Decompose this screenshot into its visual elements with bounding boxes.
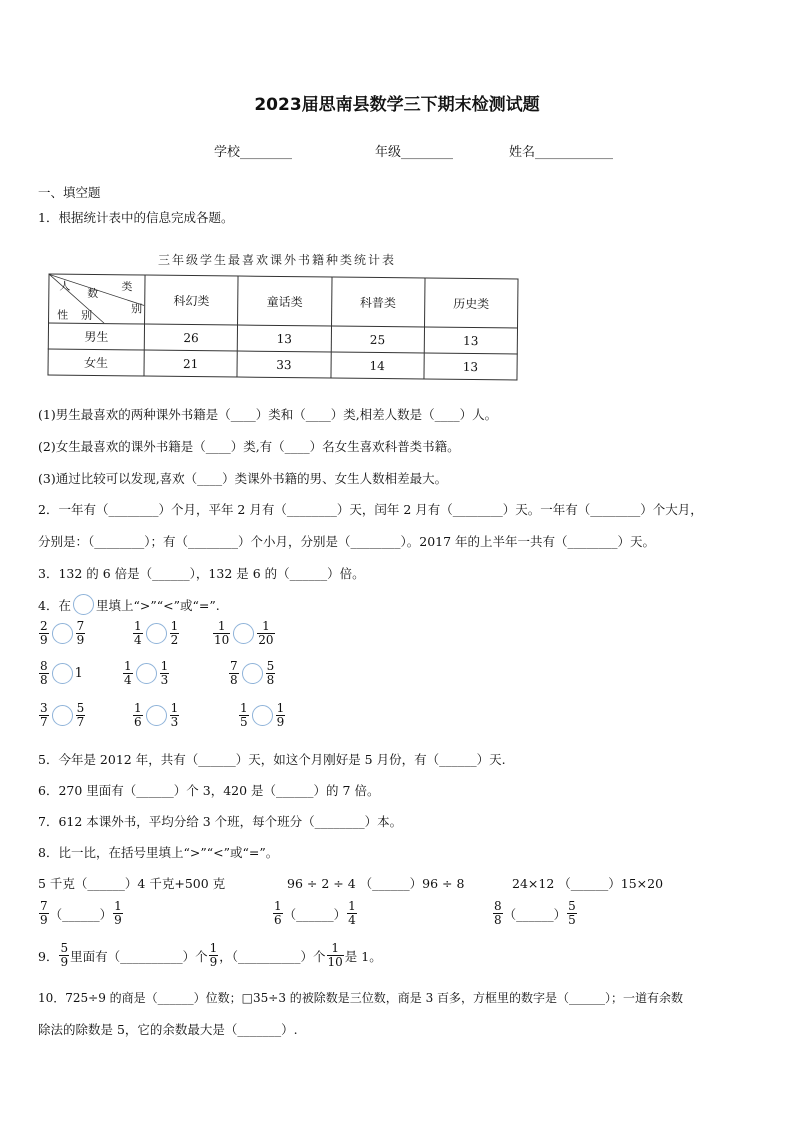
circle-blank-icon[interactable]: [52, 663, 73, 684]
table-corner-header: 人 数 类 别 性 别: [49, 275, 144, 324]
q1-sub2: (2)女生最喜欢的课外书籍是（____）类,有（____）名女生喜欢科普类书籍。: [38, 439, 460, 454]
stat-table: [48, 276, 518, 378]
stat-table-title: 三年级学生最喜欢课外书籍种类统计表: [158, 253, 397, 267]
circle-blank-icon: [73, 594, 94, 615]
compare-item: $\frac{1}{4}$ $\frac{1}{2}$: [134, 619, 179, 647]
column-header: 历史类: [424, 278, 518, 328]
compare-item: $\frac{1}{5}$ $\frac{1}{9}$: [240, 701, 285, 729]
q10-line2: 除法的除数是 5，它的余数最大是（_______）.: [38, 1022, 298, 1037]
q4-prompt: 4．在 里填上“>”“<”或“=”.: [38, 594, 220, 615]
circle-blank-icon[interactable]: [52, 623, 73, 644]
circle-blank-icon[interactable]: [146, 623, 167, 644]
compare-item: $\frac{1}{6}$ （______） $\frac{1}{4}$: [274, 899, 356, 927]
compare-item: $\frac{8}{8}$ 1: [40, 659, 83, 687]
grade-field: 年级________: [375, 145, 454, 160]
circle-blank-icon[interactable]: [252, 705, 273, 726]
q6-text: 6．270 里面有（______）个 3，420 是（______）的 7 倍。: [38, 783, 380, 798]
compare-item: $\frac{8}{8}$ （______） $\frac{5}{5}$: [494, 899, 576, 927]
q8-prompt: 8．比一比，在括号里填上“>”“<”或“=”。: [38, 845, 279, 860]
q8-row1-c: 24×12 （______）15×20: [512, 876, 664, 891]
column-header: 科幻类: [145, 275, 239, 325]
q8-row1-a: 5 千克（______）4 千克+500 克: [38, 876, 226, 891]
column-header: 科普类: [331, 277, 425, 327]
compare-item: $\frac{3}{7}$ $\frac{5}{7}$: [40, 701, 85, 729]
column-header: 童话类: [238, 276, 332, 326]
q10-line1: 10．725÷9 的商是（______）位数；□35÷3 的被除数是三位数，商是 3 百多，方框里的数字是（______）；一道有余数: [38, 991, 684, 1005]
circle-blank-icon[interactable]: [233, 623, 254, 644]
circle-blank-icon[interactable]: [52, 705, 73, 726]
section-heading: 一、填空题: [38, 185, 101, 200]
circle-blank-icon[interactable]: [146, 705, 167, 726]
q7-text: 7．612 本课外书，平均分给 3 个班，每个班分（________）本。: [38, 814, 403, 829]
compare-item: $\frac{1}{10}$ $\frac{1}{20}$: [214, 619, 274, 647]
name-field: 姓名____________: [509, 145, 614, 160]
q3-text: 3．132 的 6 倍是（______），132 是 6 的（______）倍。: [38, 566, 365, 581]
circle-blank-icon[interactable]: [136, 663, 157, 684]
page-title: 2023届思南县数学三下期末检测试题: [254, 95, 540, 115]
table-row: 女生 21 33 14 13: [48, 349, 517, 380]
compare-item: $\frac{2}{9}$ $\frac{7}{9}$: [40, 619, 85, 647]
q1-sub1: (1)男生最喜欢的两种课外书籍是（____）类和（____）类,相差人数是（____）人。: [38, 407, 498, 422]
compare-item: $\frac{7}{9}$ （______） $\frac{1}{9}$: [40, 899, 122, 927]
q2-line2: 分别是：（________）；有（________）个小月，分别是（________）。2017 年的上半年一共有（________）天。: [38, 534, 656, 549]
q8-row1-b: 96 ÷ 2 ÷ 4 （______）96 ÷ 8: [287, 876, 465, 891]
compare-item: $\frac{1}{4}$ $\frac{1}{3}$: [124, 659, 169, 687]
q2-line1: 2．一年有（________）个月，平年 2 月有（________）天，闰年 2 月有（________）天。一年有（________）个大月，: [38, 502, 703, 517]
q1-prompt: 1．根据统计表中的信息完成各题。: [38, 210, 234, 225]
q5-text: 5．今年是 2012 年，共有（______）天，如这个月刚好是 5 月份，有（______）天.: [38, 752, 506, 767]
table-row: 男生 26 13 25 13: [48, 323, 517, 354]
compare-item: $\frac{1}{6}$ $\frac{1}{3}$: [134, 701, 179, 729]
compare-item: $\frac{7}{8}$ $\frac{5}{8}$: [230, 659, 275, 687]
circle-blank-icon[interactable]: [242, 663, 263, 684]
q9-text: 9． $\frac{5}{9}$ 里面有（__________）个 $\frac{1}{9}$ ，（__________）个 $\frac{1}{10}$ 是 1。: [38, 941, 382, 969]
school-field: 学校________: [214, 145, 293, 160]
q1-sub3: (3)通过比较可以发现,喜欢（____）类课外书籍的男、女生人数相差最大。: [38, 471, 448, 486]
